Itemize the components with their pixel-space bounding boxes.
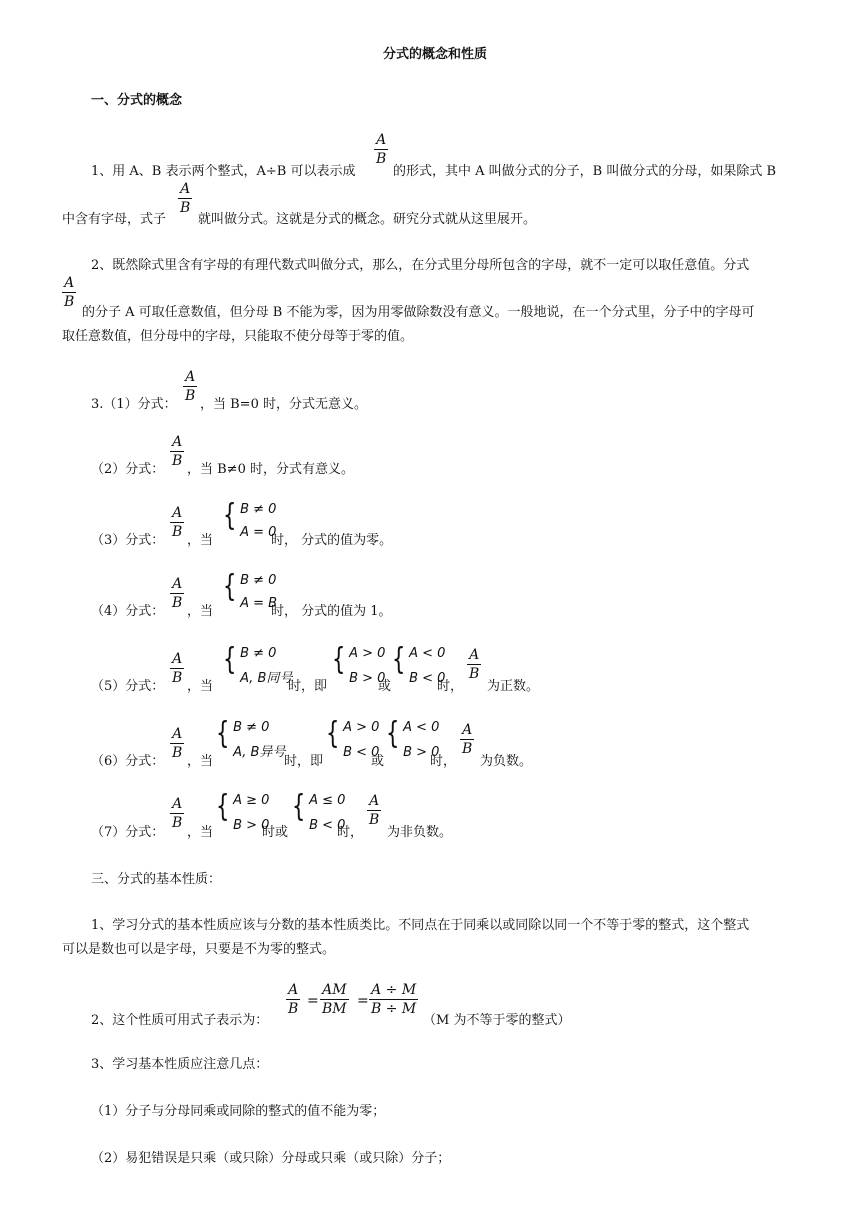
fraction-a-over-b <box>170 506 184 539</box>
fraction-a-over-b <box>62 276 76 309</box>
condition-row: A < 0 <box>409 646 446 661</box>
fraction-denominator: B <box>172 524 183 540</box>
item4-prefix: （4）分式： <box>91 604 165 619</box>
fraction-numerator: A <box>64 275 75 291</box>
fraction-numerator: A <box>172 505 183 521</box>
fraction-numerator: A <box>180 181 191 197</box>
item2-text: ，当 B≠0 时，分式有意义。 <box>187 462 354 477</box>
fraction-denominator: B <box>462 741 473 757</box>
condition-row: B ≠ 0 <box>240 573 277 588</box>
fraction-numerator: A <box>376 132 387 148</box>
fraction-a-over-b <box>170 577 184 610</box>
left-brace: { <box>392 642 406 677</box>
condition-row: A, B同号 <box>240 671 293 686</box>
item6-then2: 时， <box>430 754 457 769</box>
condition-system <box>223 569 278 611</box>
left-brace: { <box>216 716 230 751</box>
item3-text: 时， 分式的值为零。 <box>271 533 393 548</box>
s3-p4: （1）分子与分母同乘或同除的整式的值不能为零； <box>91 1104 386 1119</box>
fraction-numerator: A <box>469 647 480 663</box>
p1-line1-pre: 1、用 A、B 表示两个整式，A÷B 可以表示成 <box>91 164 356 179</box>
condition-row: B ≠ 0 <box>240 646 277 661</box>
condition-system <box>223 498 277 540</box>
p1-line2-post: 就叫做分式。这就是分式的概念。研究分式就从这里展开。 <box>198 212 537 227</box>
fraction-numerator: A <box>462 722 473 738</box>
left-brace: { <box>216 789 230 824</box>
item2-prefix: （2）分式： <box>91 462 165 477</box>
fraction-denominator: B <box>172 453 183 469</box>
condition-row: B > 0 <box>233 818 270 833</box>
fraction-am-over-bm <box>320 983 349 1016</box>
left-brace: { <box>223 569 237 604</box>
s3-p2-note: （M 为不等于零的整式） <box>423 1013 571 1028</box>
fraction-a-over-b <box>170 797 184 830</box>
fraction-numerator: A <box>369 793 380 809</box>
fraction-a-over-b <box>367 794 381 827</box>
item3-prefix: （3）分式： <box>91 533 165 548</box>
item5-then: 时，即 <box>288 679 328 694</box>
fraction-denominator: B <box>172 670 183 686</box>
condition-system <box>223 642 293 686</box>
s3-p3: 3、学习基本性质应注意几点： <box>91 1057 269 1072</box>
condition-row: A = B <box>240 596 278 611</box>
item6-when: ，当 <box>187 754 214 769</box>
condition-row: B > 0 <box>403 745 440 760</box>
fraction-a-over-b <box>286 983 300 1016</box>
page-title: 分式的概念和性质 <box>383 47 488 62</box>
section-heading-concept: 一、分式的概念 <box>91 93 183 108</box>
item6-then: 时，即 <box>284 754 324 769</box>
fraction-a-over-b <box>170 435 184 468</box>
condition-row: B ≠ 0 <box>233 720 270 735</box>
fraction-a-over-b <box>467 648 481 681</box>
fraction-denominator: B <box>172 745 183 761</box>
fraction-denominator: B <box>469 666 480 682</box>
p2-line2: 的分子 A 可取任意数值，但分母 B 不能为零，因为用零做除数没有意义。一般地说，在一个分式里，分子中的字母可 <box>82 305 755 320</box>
fraction-numerator: A <box>172 651 183 667</box>
condition-row: A > 0 <box>349 646 386 661</box>
item4-when: ，当 <box>187 604 214 619</box>
left-brace: { <box>223 498 237 533</box>
fraction-denominator: B <box>180 200 191 216</box>
fraction-numerator: A <box>172 576 183 592</box>
item1-text: ，当 B=0 时，分式无意义。 <box>200 397 367 412</box>
condition-row: A ≥ 0 <box>233 793 270 808</box>
item7-then: 时或 <box>262 825 289 840</box>
p1-line2-pre: 中含有字母，式子 <box>62 212 167 227</box>
fraction-a-over-b <box>183 370 197 403</box>
item5-text: 为正数。 <box>487 679 540 694</box>
fraction-denominator: B <box>172 595 183 611</box>
item7-then2: 时， <box>337 825 364 840</box>
fraction-denominator: B <box>185 388 196 404</box>
item7-text: 为非负数。 <box>387 825 453 840</box>
condition-row: B > 0 <box>349 671 386 686</box>
fraction-numerator: A ÷ M <box>371 982 417 998</box>
section-heading-properties: 三、分式的基本性质： <box>91 872 222 887</box>
equals-sign: = <box>307 993 319 1009</box>
s3-p1-line2: 可以是数也可以是字母，只要是不为零的整式。 <box>62 942 336 957</box>
fraction-numerator: A <box>185 369 196 385</box>
s3-p1-line1: 1、学习分式的基本性质应该与分数的基本性质类比。不同点在于同乘以或同除以同一个不等于零的整式，这个整式 <box>91 918 750 933</box>
left-brace: { <box>223 642 237 677</box>
fraction-numerator: A <box>172 434 183 450</box>
fraction-numerator: A <box>288 982 299 998</box>
fraction-denominator: B <box>369 812 380 828</box>
fraction-numerator: A <box>172 726 183 742</box>
left-brace: { <box>332 642 346 677</box>
fraction-a-over-b <box>178 182 192 215</box>
fraction-denominator: B <box>376 151 387 167</box>
condition-row: A < 0 <box>403 720 440 735</box>
condition-row: B < 0 <box>343 745 380 760</box>
condition-row: B < 0 <box>309 818 346 833</box>
item5-or: 或 <box>378 679 392 694</box>
item6-text: 为负数。 <box>480 754 533 769</box>
p2-line1: 2、既然除式里含有字母的有理代数式叫做分式，那么，在分式里分母所包含的字母，就不一定可以取任意值。分式 <box>91 258 750 273</box>
condition-row: A > 0 <box>343 720 380 735</box>
item5-when: ，当 <box>187 679 214 694</box>
item4-text: 时， 分式的值为 1。 <box>271 604 392 619</box>
equals-sign: = <box>357 993 369 1009</box>
fraction-a-over-b <box>374 133 388 166</box>
s3-p5: （2）易犯错误是只乘（或只除）分母或只乘（或只除）分子； <box>91 1151 451 1166</box>
item5-prefix: （5）分式： <box>91 679 165 694</box>
condition-row: A ≤ 0 <box>309 793 346 808</box>
fraction-numerator: AM <box>322 982 347 998</box>
fraction-a-over-b <box>460 723 474 756</box>
item6-or: 或 <box>371 754 385 769</box>
fraction-denominator: BM <box>322 1001 347 1017</box>
fraction-denominator: B ÷ M <box>371 1001 417 1017</box>
condition-row: B < 0 <box>409 671 446 686</box>
fraction-numerator: A <box>172 796 183 812</box>
fraction-denominator: B <box>288 1001 299 1017</box>
item6-prefix: （6）分式： <box>91 754 165 769</box>
p1-line1-post: 的形式，其中 A 叫做分式的分子，B 叫做分式的分母，如果除式 B <box>393 164 777 179</box>
s3-p2-prefix: 2、这个性质可用式子表示为： <box>91 1013 269 1028</box>
item1-prefix: 3.（1）分式： <box>91 397 177 412</box>
p2-line3: 取任意数值，但分母中的字母，只能取不使分母等于零的值。 <box>62 329 414 344</box>
item5-then2: 时， <box>437 679 464 694</box>
left-brace: { <box>326 716 340 751</box>
fraction-denominator: B <box>64 294 75 310</box>
condition-row: A, B异号 <box>233 745 286 760</box>
condition-row: A = 0 <box>240 525 277 540</box>
fraction-denominator: B <box>172 815 183 831</box>
fraction-a-over-b <box>170 652 184 685</box>
condition-row: B ≠ 0 <box>240 502 277 517</box>
item3-when: ，当 <box>187 533 214 548</box>
item7-prefix: （7）分式： <box>91 825 165 840</box>
condition-system <box>216 716 286 760</box>
left-brace: { <box>292 789 306 824</box>
item7-when: ，当 <box>187 825 214 840</box>
fraction-a-div-m-over-b-div-m <box>369 983 418 1016</box>
left-brace: { <box>386 716 400 751</box>
fraction-a-over-b <box>170 727 184 760</box>
